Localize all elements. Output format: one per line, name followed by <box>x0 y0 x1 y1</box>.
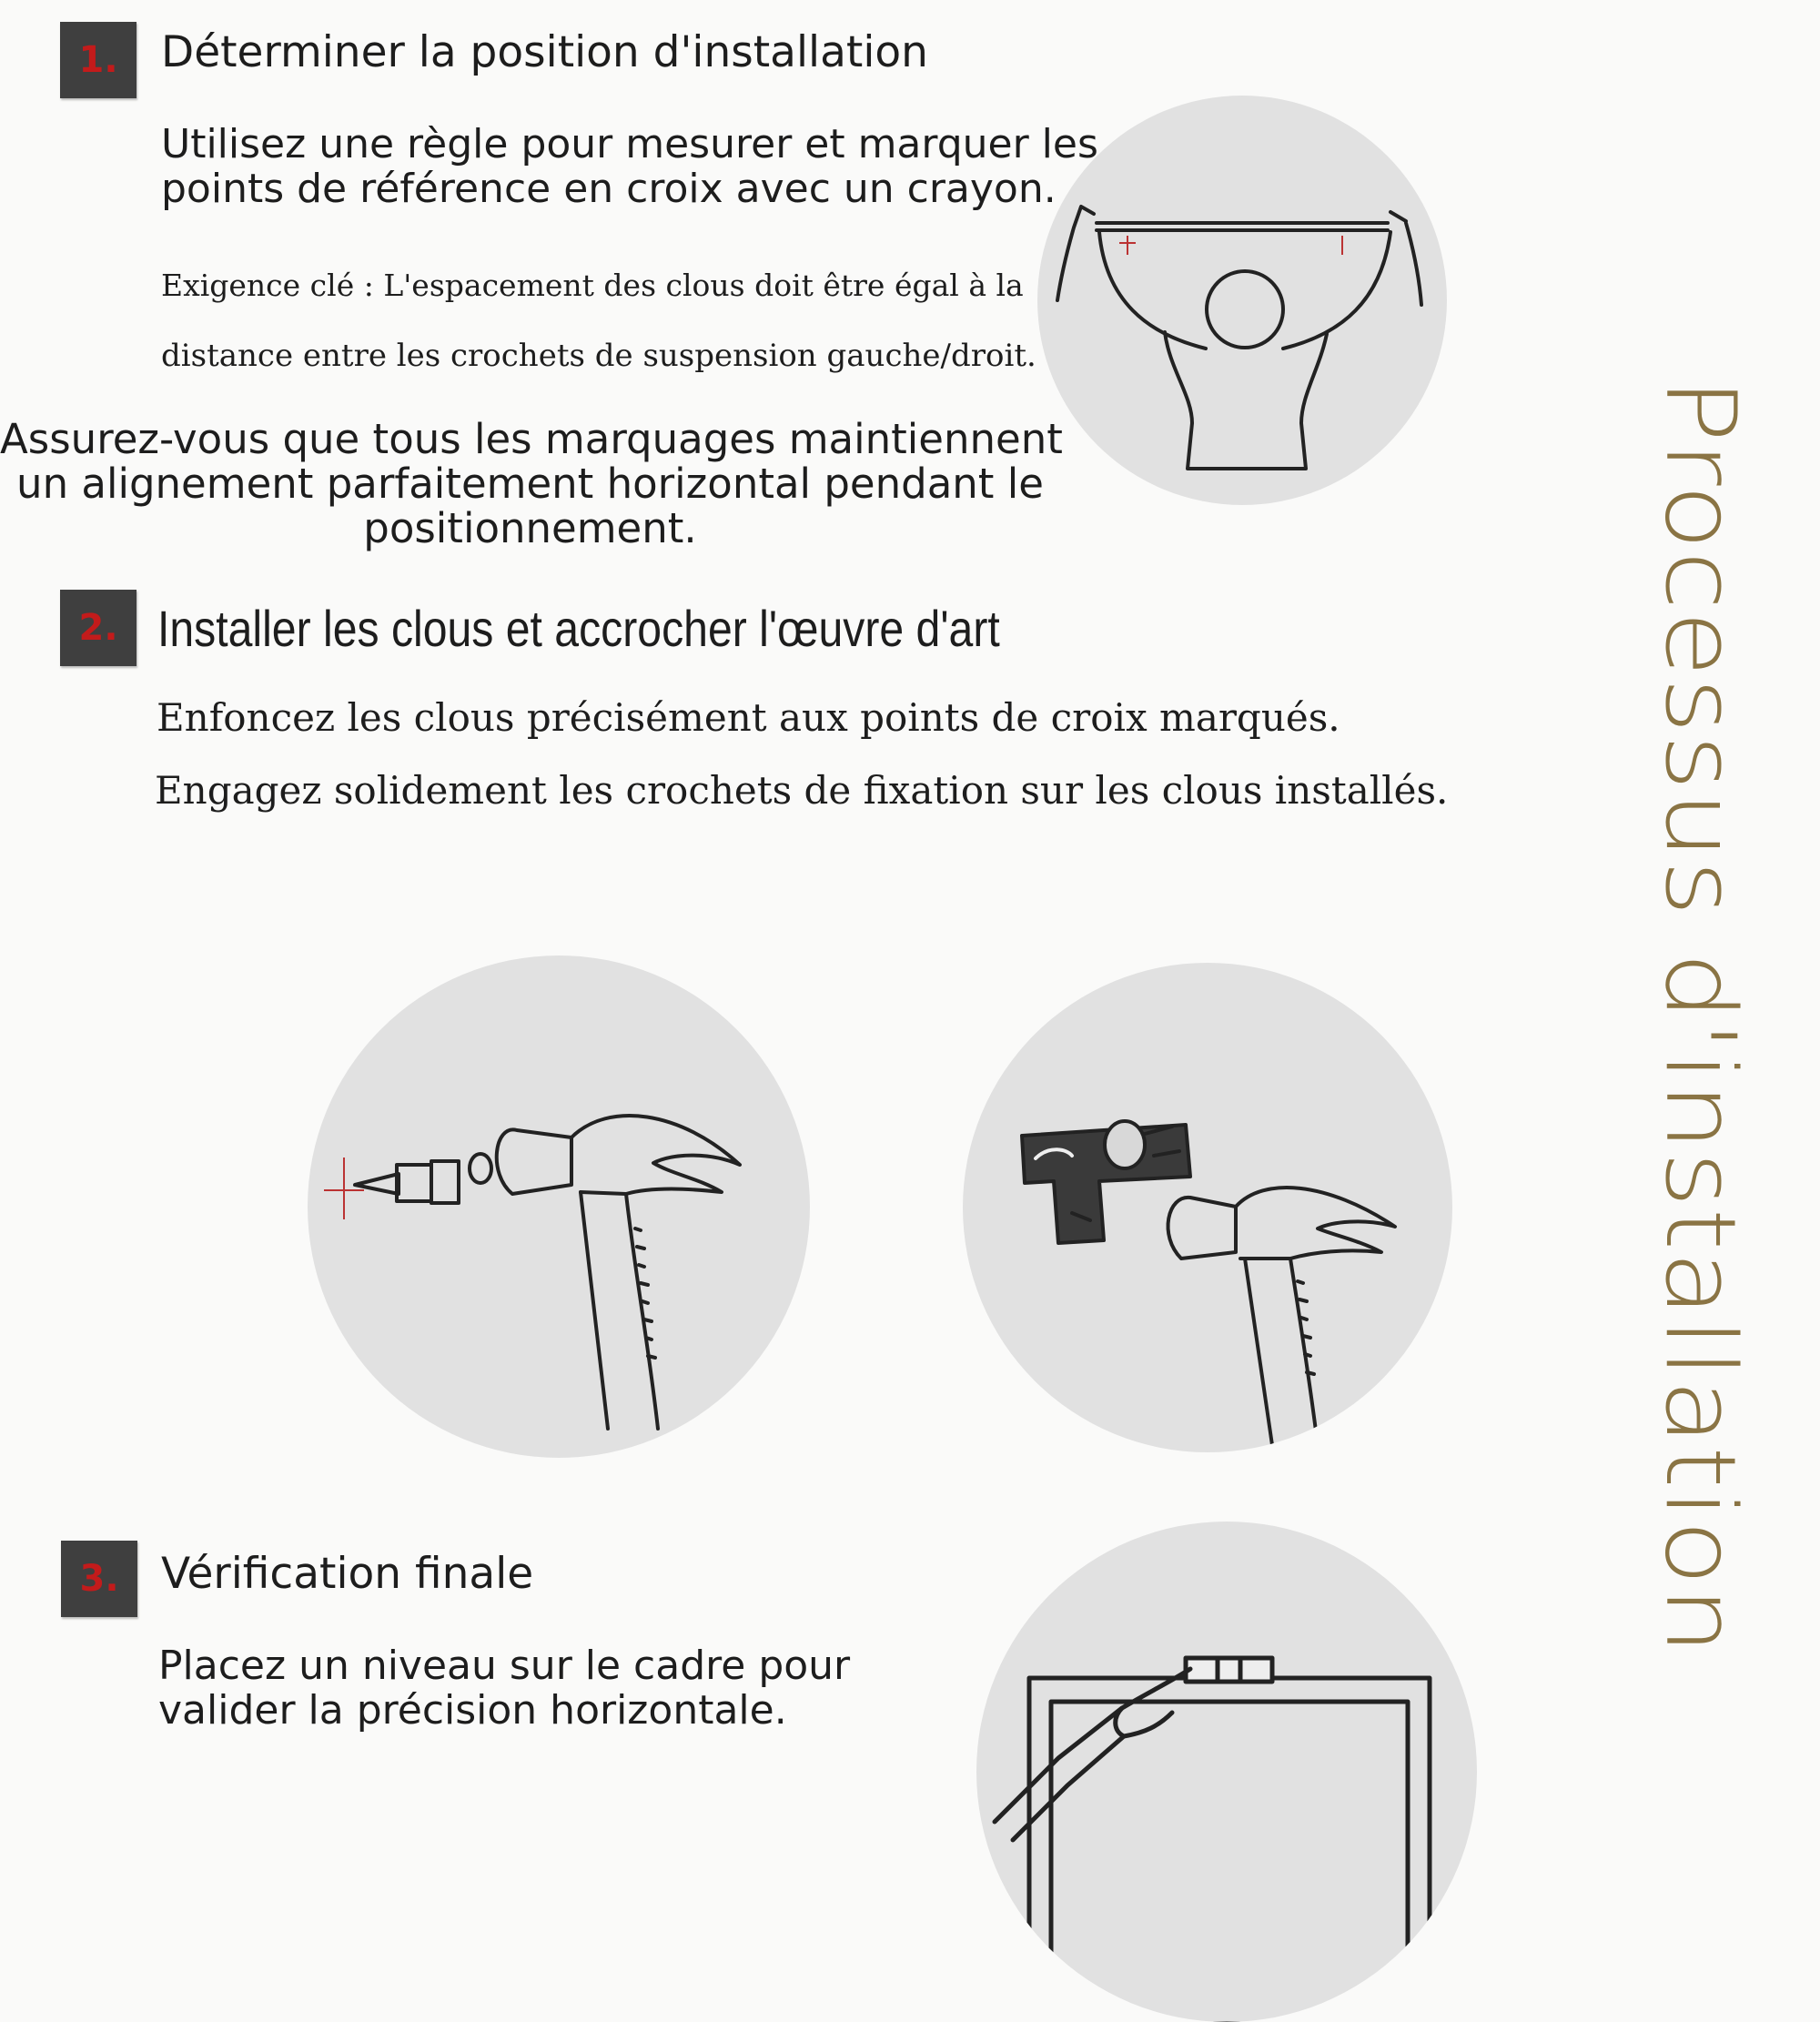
step-1-note-line-3: positionnement. <box>363 504 697 552</box>
step-3-text-line-1: Placez un niveau sur le cadre pour <box>158 1643 851 1689</box>
hammer-nail-icon <box>308 955 810 1458</box>
step-1-note-line-1: Assurez-vous que tous les marquages maintiennent <box>0 415 1063 463</box>
step-3-text <box>158 1643 850 1733</box>
step-3-title: Vérification finale <box>161 1549 534 1599</box>
step-1-badge <box>60 22 136 98</box>
step-1-text-line-2: points de référence en croix avec un crayon. <box>161 166 1057 212</box>
step-1-key-line-1: Exigence clé : L'espacement des clous doit être égal à la <box>161 268 1024 303</box>
step-2-title: Installer les clous et accrocher l'œuvre d'art <box>157 600 1000 657</box>
step-2-line-2: Engagez solidement les crochets de fixation sur les clous installés. <box>155 768 1449 813</box>
step-2-line-1: Enfoncez les clous précisément aux points de croix marqués. <box>157 695 1340 740</box>
step-1-text <box>161 122 1098 211</box>
step-3-number: 3. <box>79 1558 119 1600</box>
hand-level-frame-icon <box>976 1522 1477 2022</box>
step-1-number: 1. <box>78 39 118 81</box>
step-1-note <box>0 415 1063 552</box>
hammer-hanger-icon <box>963 963 1452 1452</box>
side-title: Processus d'installation <box>1643 378 1758 1656</box>
step-1-note-line-2: un alignement parfaitement horizontal pendant le <box>16 460 1044 508</box>
step-2-badge <box>60 590 136 666</box>
step-3-badge <box>61 1541 137 1617</box>
step-3-text-line-2: valider la précision horizontale. <box>158 1687 787 1734</box>
step-1-key-line-2: distance entre les crochets de suspension gauche/droit. <box>161 338 1036 374</box>
step-2-number: 2. <box>78 607 118 649</box>
person-holding-ruler-icon <box>1037 96 1447 505</box>
step-1-title: Déterminer la position d'installation <box>161 27 928 77</box>
step-1-text-line-1: Utilisez une règle pour mesurer et marquer les <box>161 121 1098 167</box>
